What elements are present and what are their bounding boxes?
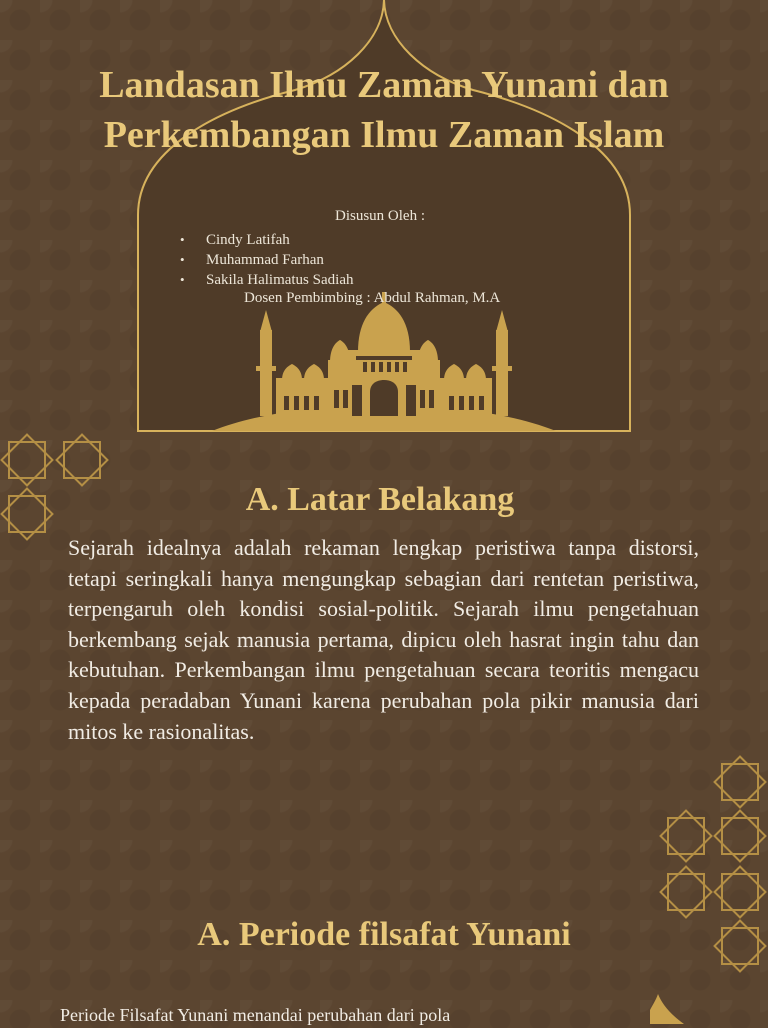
section-heading-latar-belakang: A. Latar Belakang (245, 481, 515, 518)
author-item: • Muhammad Farhan (180, 250, 353, 270)
section-paragraph-periode-filsafat: Periode Filsafat Yunani menandai perubahan dari pola (60, 1005, 451, 1025)
author-item: • Cindy Latifah (180, 230, 353, 250)
supervisor-line: Dosen Pembimbing : Abdul Rahman, M.A (244, 290, 501, 306)
section-heading-periode-filsafat: A. Periode filsafat Yunani (197, 916, 571, 953)
author-item: • Sakila Halimatus Sadiah (180, 270, 353, 290)
section-paragraph-latar-belakang: Sejarah idealnya adalah rekaman lengkap peristiwa tanpa distorsi, tetapi seringkali hanya mengungkap sebagian dari rentetan peristiwa, terpengaruh oleh kondisi sosial-politik. Sejarah ilmu pengetahuan berkembang sejak manusia pertama, dipicu oleh hasrat ingin tahu dan kebutuhan. Perkembangan ilmu pengetahuan secara teoritis mengacu kepada peradaban Yunani karena perubahan pola pikir manusia dari mitos ke rasionalitas. (68, 535, 699, 744)
author-list (180, 230, 353, 290)
cover-title: Landasan Ilmu Zaman Yunani dan Perkembangan Ilmu Zaman Islam (99, 64, 669, 156)
byline: Disusun Oleh : (335, 208, 425, 224)
